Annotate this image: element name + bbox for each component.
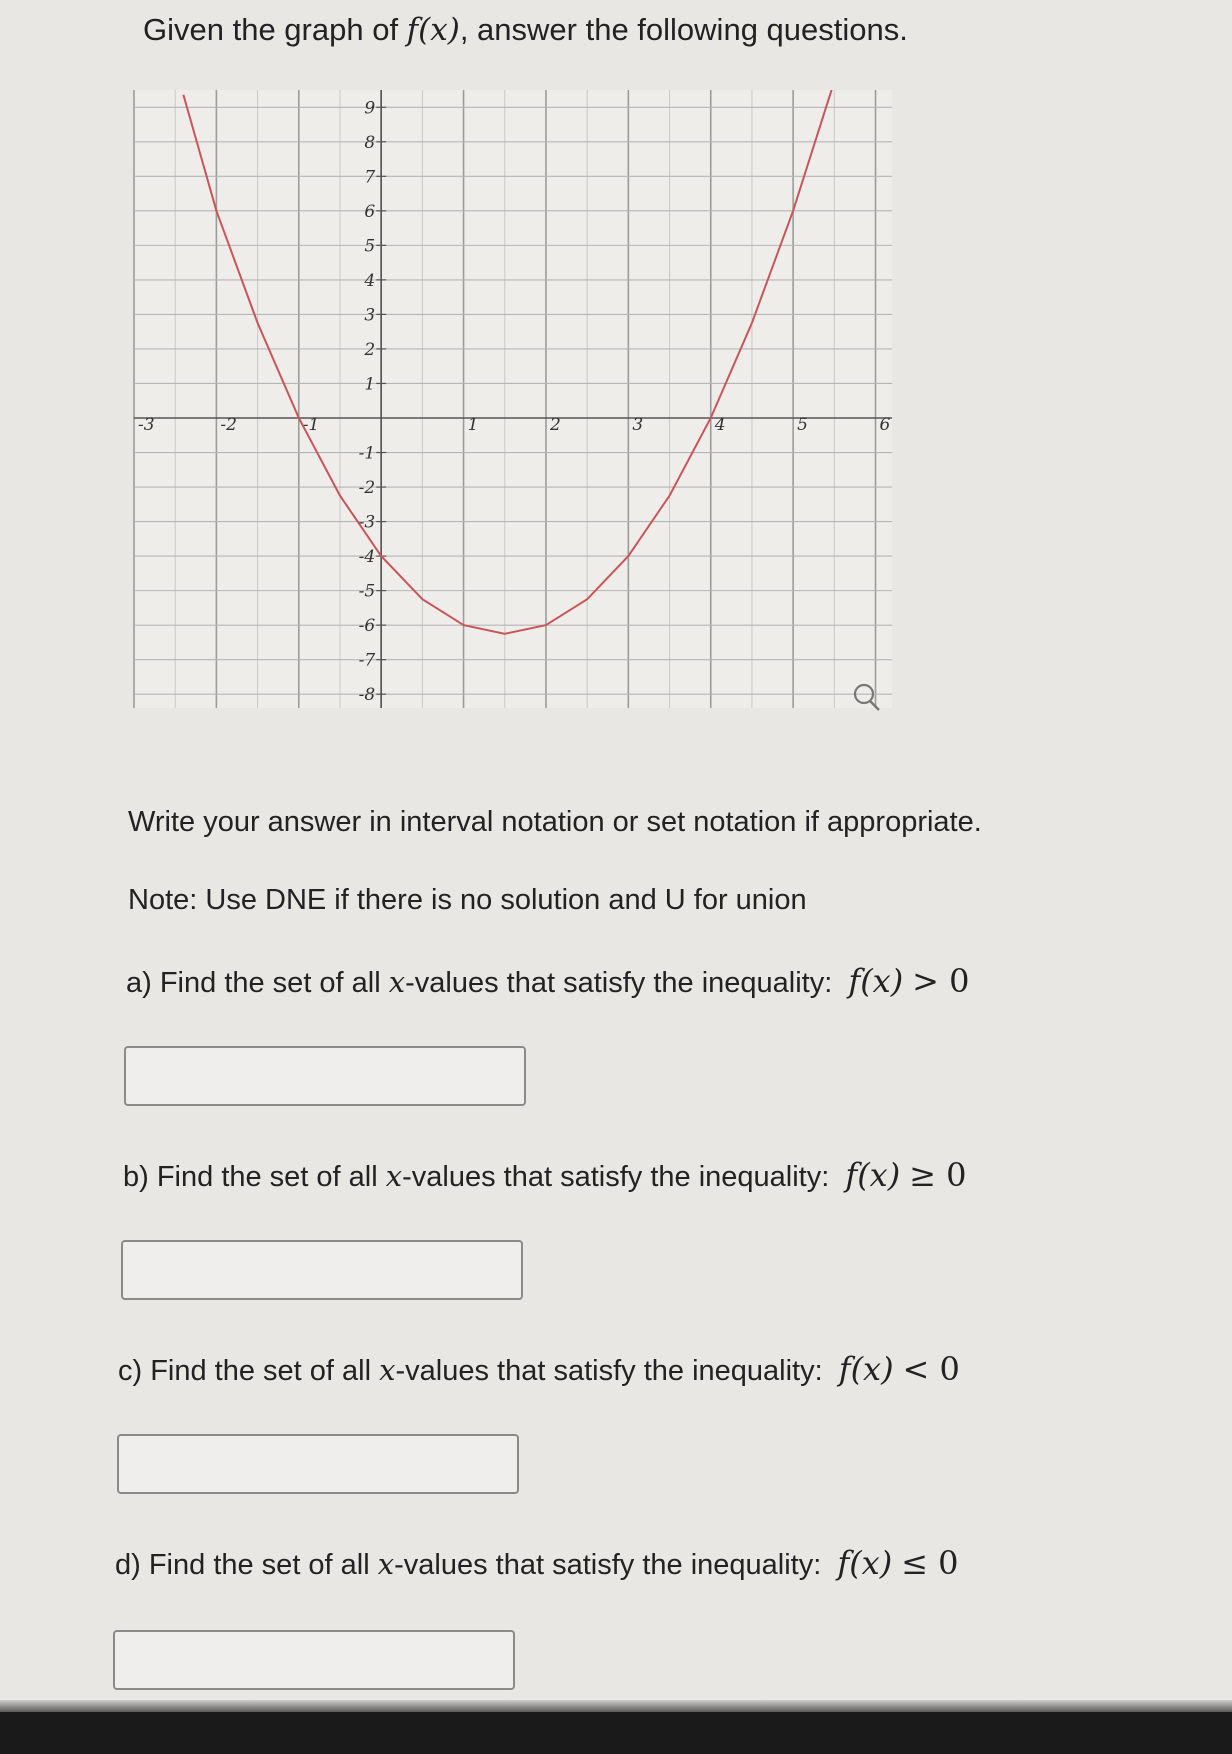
title-suffix: , answer the following questions. [459,12,908,47]
y-tick-label: 9 [364,98,376,119]
question-c-var: x [379,1353,396,1387]
x-tick-label: 1 [467,414,479,435]
question-d-func: f(x) [837,1544,893,1582]
question-a-mid: -values that satisfy the inequality: [405,967,841,999]
y-tick-label: 4 [364,270,376,291]
question-d [115,1544,958,1582]
x-tick-label: -2 [220,414,237,435]
screen-bezel [0,1712,1232,1754]
question-b-label: b) Find the set of all [123,1161,386,1193]
x-tick-label: -3 [138,414,155,435]
question-c-op: < 0 [902,1350,960,1388]
answer-input-d[interactable] [113,1630,515,1690]
y-tick-label: -3 [358,512,376,533]
question-c-func: f(x) [838,1350,894,1388]
y-tick-label: 2 [364,339,376,360]
x-tick-label: -1 [302,414,320,435]
page-title [143,12,908,48]
y-tick-label: 1 [364,374,376,395]
x-tick-label: 6 [879,414,891,435]
y-tick-label: -2 [358,478,376,499]
question-b-op: ≥ 0 [909,1156,967,1194]
plot-background [134,90,892,708]
function-graph [122,78,902,718]
instructions-line-2: Note: Use DNE if there is no solution and U for union [128,884,807,916]
question-d-op: ≤ 0 [901,1544,959,1582]
y-tick-label: 5 [364,236,376,257]
y-tick-label: -4 [358,547,376,568]
question-d-label: d) Find the set of all [115,1549,378,1581]
y-tick-label: -8 [358,685,376,706]
y-tick-label: 6 [364,201,376,222]
y-tick-label: -1 [358,443,376,464]
question-a-op: > 0 [912,962,970,1000]
question-d-var: x [377,1547,395,1581]
y-tick-label: 3 [364,305,376,326]
question-c-mid: -values that satisfy the inequality: [395,1355,831,1387]
y-tick-label: 7 [364,167,376,188]
question-a [126,962,969,1000]
y-tick-label: -7 [358,650,376,671]
question-c [118,1350,960,1388]
question-a-var: x [388,965,406,999]
answer-input-b[interactable] [121,1240,523,1300]
question-b-func: f(x) [845,1156,901,1194]
question-d-mid: -values that satisfy the inequality: [394,1549,830,1581]
answer-input-c[interactable] [117,1434,519,1494]
title-function: f(x) [406,12,460,48]
answer-input-a[interactable] [124,1046,526,1106]
question-b-var: x [385,1159,403,1193]
question-c-label: c) Find the set of all [118,1355,380,1387]
x-tick-label: 4 [714,414,726,435]
question-a-label: a) Find the set of all [126,967,389,999]
x-tick-label: 3 [632,414,644,435]
x-tick-label: 5 [797,414,808,435]
x-tick-label: 2 [549,414,561,435]
question-b-mid: -values that satisfy the inequality: [402,1161,838,1193]
y-tick-label: 8 [364,132,376,153]
screen-edge [0,1700,1232,1712]
y-tick-label: -5 [358,581,376,602]
instructions-line-1: Write your answer in interval notation or set notation if appropriate. [128,806,982,838]
question-b [123,1156,966,1194]
question-a-func: f(x) [848,962,904,1000]
y-tick-label: -6 [358,616,376,637]
title-prefix: Given the graph of [143,12,407,47]
